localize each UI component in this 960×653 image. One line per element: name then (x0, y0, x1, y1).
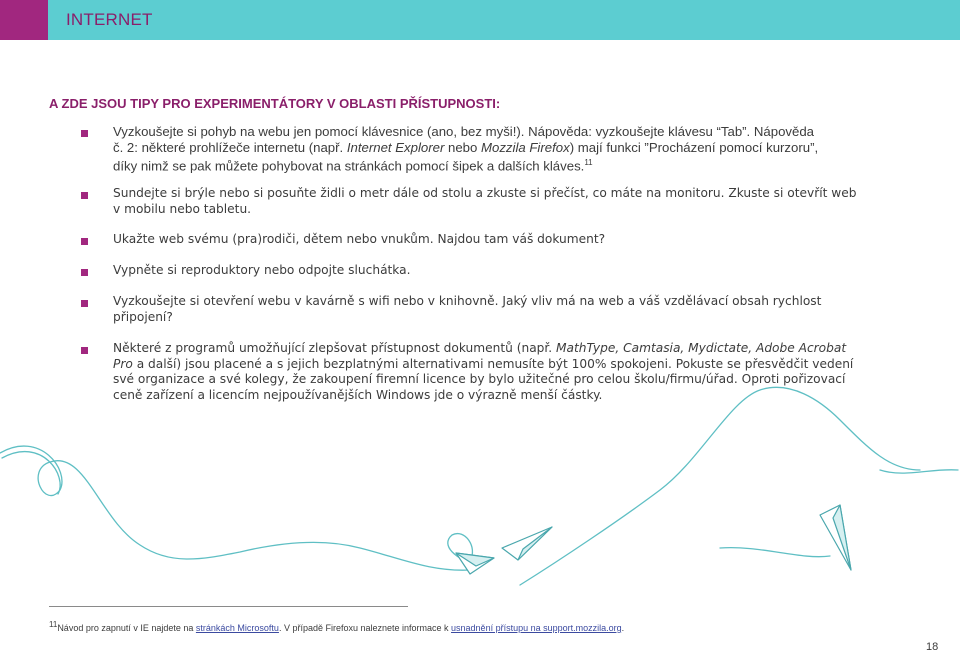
section-heading: A ZDE JSOU TIPY PRO EXPERIMENTÁTORY V OBLASTI PŘÍSTUPNOSTI: (49, 96, 501, 111)
tip-text-line: Vyzkoušejte si otevření webu v kavárně s wifi nebo v knihovně. Jaký vliv má na web a váš vzdělávací obsah rychlost (113, 294, 822, 308)
tip-text-line: v mobilu nebo tabletu. (113, 201, 252, 216)
footnote: 11Návod pro zapnutí v IE najdete na stránkách Microsoftu. V případě Firefoxu naleznete informace k usnadnění přístupu na support.mozzila.org. (49, 620, 625, 633)
footnote-reference[interactable]: 11 (584, 158, 593, 167)
tip-text-line: č. 2: některé prohlížeče internetu (např. Internet Explorer nebo Mozzila Firefox) mají funkci ”Procházení pomocí kurzoru”, (113, 139, 819, 155)
mozilla-support-link[interactable]: usnadnění přístupu na support.mozzila.org (451, 623, 622, 633)
software-names: MathType, Camtasia, Mydictate, Adobe Acrobat (556, 341, 847, 355)
tip-text-line: ceně zařízení a licencím nejpoužívanějších Windows jde o výrazně menší částky. (113, 387, 603, 402)
tip-text-line: Sundejte si brýle nebo si posuňte židli o metr dále od stolu a zkuste si přečíst, co máte na monitoru. Zkuste si otevřít web (113, 186, 857, 200)
microsoft-link[interactable]: stránkách Microsoftu (195, 623, 279, 633)
browser-name: Internet Explorer (346, 139, 445, 155)
footnote-divider (49, 606, 408, 607)
tip-text-line: připojení? (113, 309, 173, 324)
flight-trail (720, 548, 830, 557)
page-title: INTERNET (66, 10, 153, 29)
software-names: Pro (113, 356, 133, 371)
page-number: 18 (926, 641, 939, 653)
tip-text-line: Vypněte si reproduktory nebo odpojte sluchátka. (113, 263, 411, 277)
flight-trail (0, 446, 470, 570)
tip-text-line: Pro a další) jsou placené a s jejich bezplatnými alternativami nemusíte být 100% spokojeni. Pokuste se přesvědčit vedení (113, 356, 854, 371)
flight-trail (520, 387, 920, 585)
tip-text-line: Některé z programů umožňující zlepšovat přístupnost dokumentů (např. MathType, Camtasia, Mydictate, Adobe Acrobat (113, 341, 847, 355)
tip-text-line: Vyzkoušejte si pohyb na webu jen pomocí klávesnice (ano, bez myši!). Nápověda: vyzkoušejte klávesu “Tab”. Nápověda (113, 124, 815, 139)
browser-name: Mozzila Firefox (481, 139, 570, 155)
tip-text-line: své organizace a své kolegy, že zakoupení firemní licence by bylo užitečné pro celou školu/firmu/úřad. Oproti pořizovací (113, 372, 846, 386)
footnote-number: 11 (49, 620, 58, 629)
tip-text-line: díky nimž se pak můžete pohybovat na stránkách pomocí šipek a dalších kláves.$^{11}$ (113, 158, 593, 174)
tip-text-line: Ukažte web svému (pra)rodiči, dětem nebo vnukům. Najdou tam váš dokument? (113, 232, 606, 246)
